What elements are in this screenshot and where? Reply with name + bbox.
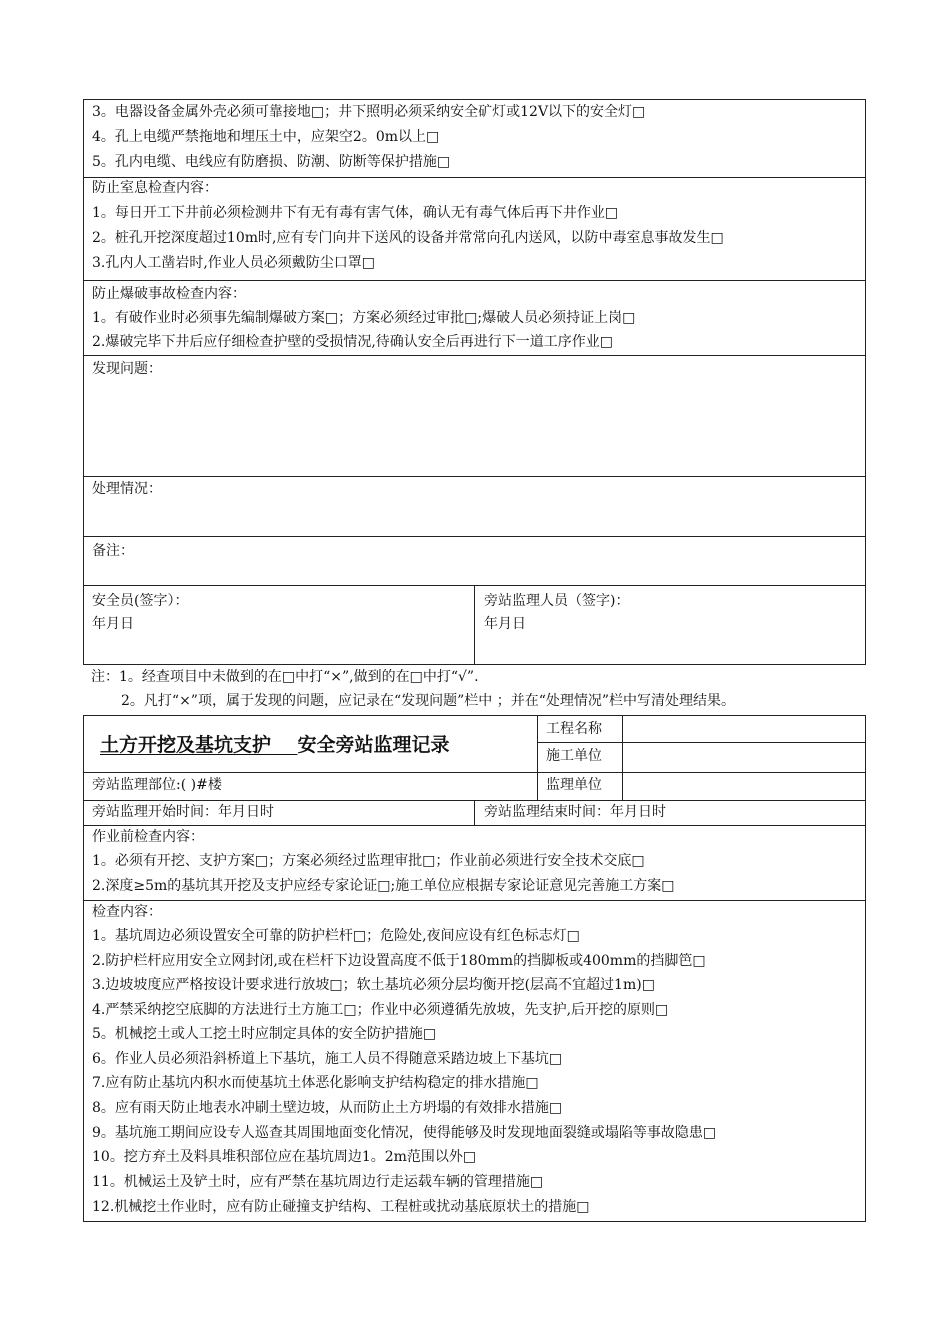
check-line-2: 2.防护栏杆应用安全立网封闭,或在栏杆下边设置高度不低于180mm的挡脚板或400mm的挡脚笆□: [92, 953, 706, 969]
header-divider: [622, 716, 623, 800]
suffocation-line-1: 1。每日开工下井前必须检测井下有无有毒有害气体，确认无有毒气体后再下井作业□: [92, 205, 619, 221]
divider: [537, 742, 865, 743]
electric-section: [84, 100, 865, 177]
check-line-1: 1。基坑周边必须设置安全可靠的防护栏杆□；危险处,夜间应设有红色标志灯□: [92, 928, 580, 944]
electric-line-4: 4。孔上电缆严禁拖地和埋压土中，应架空2。0m以上□: [92, 129, 440, 145]
check-line-3: 3.边坡坡度应严格按设计要求进行放坡□；软土基坑必须分层均衡开挖(层高不宜超过1m)□: [92, 977, 655, 993]
electric-line-3: 3。电器设备金属外壳必须可靠接地□；井下照明必须采纳安全矿灯或12V以下的安全灯□: [92, 104, 646, 120]
supervisor-label: 旁站监理人员（签字)：: [484, 593, 630, 609]
note-line-2: 2。凡打“×”项，属于发现的问题，应记录在“发现问题”栏中 ；并在“处理情况”栏中写清处理结果。: [121, 693, 736, 709]
divider: [84, 772, 865, 773]
record-title: [100, 730, 450, 757]
pre-check-heading: 作业前检查内容：: [92, 829, 204, 845]
construction-unit-label: 施工单位: [546, 748, 602, 764]
blasting-heading: 防止爆破事故检查内容：: [92, 286, 246, 302]
end-time: 旁站监理结束时间：年月日时: [484, 804, 666, 820]
check-line-11: 11。机械运土及铲土时，应有严禁在基坑周边行走运载车辆的管理措施□: [92, 1174, 544, 1190]
divider: [84, 825, 865, 826]
problems-label: 发现问题：: [92, 361, 162, 377]
safety-officer-date: 年月日: [92, 616, 134, 632]
check-line-6: 6。作业人员必须沿斜桥道上下基坑，施工人员不得随意采踏边坡上下基坑□: [92, 1051, 563, 1067]
time-divider: [474, 800, 475, 825]
check-line-4: 4.严禁采纳挖空底脚的方法进行土方施工□；作业中必须遵循先放坡，先支护,后开挖的原则□: [92, 1002, 669, 1018]
blasting-line-2: 2.爆破完毕下井后应仔细检查护壁的受损情况,待确认安全后再进行下一道工序作业□: [92, 334, 614, 350]
note-line-1: 注：1。经查项目中未做到的在□中打“×”,做到的在□中打“√”.: [91, 669, 479, 685]
pre-check-line-2: 2.深度≥5m的基坑其开挖及支护应经专家论证□;施工单位应根据专家论证意见完善施工方案□: [92, 878, 675, 894]
suffocation-heading: 防止室息检查内容：: [92, 180, 218, 196]
start-time: 旁站监理开始时间：年月日时: [92, 804, 274, 820]
blasting-section: [84, 281, 865, 355]
divider: [84, 900, 865, 901]
header-divider: [537, 716, 538, 800]
remarks-label: 备注：: [92, 543, 134, 559]
signature-divider: [474, 586, 475, 664]
suffocation-line-2: 2。桩孔开挖深度超过10m时,应有专门向井下送风的设备并常常向孔内送风，以防中毒室息事故发生□: [92, 230, 724, 246]
supervision-unit-label: 监理单位: [546, 777, 602, 793]
handling-label: 处理情况：: [92, 481, 162, 497]
divider: [84, 476, 865, 477]
check-line-5: 5。机械挖土或人工挖土时应制定具体的安全防护措施□: [92, 1026, 437, 1042]
check-line-8: 8。应有雨天防止地表水冲刷土壁边坡，从而防止土方坍塌的有效排水措施□: [92, 1100, 563, 1116]
divider: [84, 536, 865, 537]
project-name-label: 工程名称: [546, 721, 602, 737]
check-line-7: 7.应有防止基坑内积水而使基坑土体恶化影响支护结构稳定的排水措施□: [92, 1075, 539, 1091]
suffocation-section: [84, 178, 865, 280]
divider: [84, 355, 865, 356]
check-line-12: 12.机械挖土作业时，应有防止碰撞支护结构、工程桩或扰动基底原状土的措施□: [92, 1199, 590, 1215]
suffocation-line-3: 3.孔内人工凿岩时,作业人员必须戴防尘口罩□: [92, 255, 376, 271]
inspection-table-part2: [83, 715, 866, 1222]
record-title-rest: 安全旁站监理记录: [297, 734, 450, 756]
position-label: 旁站监理部位:( )#楼: [92, 777, 222, 793]
check-heading: 检查内容：: [92, 904, 162, 920]
record-title-underlined: 土方开挖及基坑支护: [100, 734, 272, 756]
safety-officer-label: 安全员(签字）：: [92, 593, 189, 609]
pre-check-line-1: 1。必须有开挖、支护方案□；方案必须经过监理审批□；作业前必须进行安全技术交底□: [92, 853, 645, 869]
electric-line-5: 5。孔内电缆、电线应有防磨损、防潮、防断等保护措施□: [92, 154, 451, 170]
supervisor-date: 年月日: [484, 616, 526, 632]
inspection-table-part1: [83, 99, 866, 665]
blasting-line-1: 1。有破作业时必须事先编制爆破方案□；方案必须经过审批□;爆破人员必须持证上岗□: [92, 310, 636, 326]
check-line-9: 9。基坑施工期间应设专人巡查其周围地面变化情况，使得能够及时发现地面裂缝或塌陷等事故隐患□: [92, 1125, 717, 1141]
check-line-10: 10。挖方弃土及料具堆积部位应在基坑周边1。2m范围以外□: [92, 1149, 477, 1165]
